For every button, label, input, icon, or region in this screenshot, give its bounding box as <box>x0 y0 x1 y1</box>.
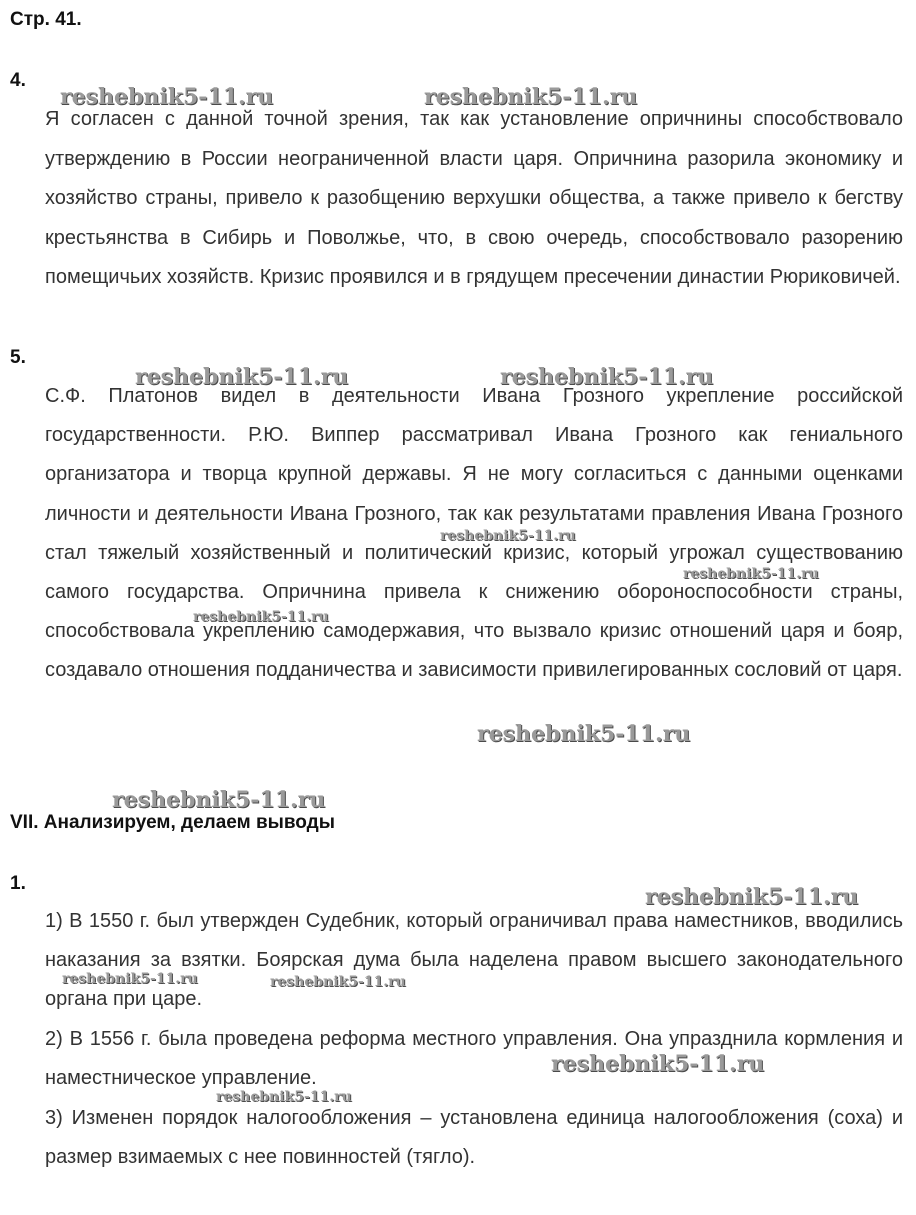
watermark: reshebnik5-11.ru <box>551 1051 765 1077</box>
watermark: reshebnik5-11.ru <box>112 787 326 813</box>
watermark: reshebnik5-11.ru <box>683 566 819 582</box>
watermark: reshebnik5-11.ru <box>645 884 859 910</box>
question-number: 4. <box>10 70 26 91</box>
list-item: 3) Изменен порядок налогообложения – установлена единица налогообложения (соха) и размер взимаемых с нее повинностей (тягло). <box>45 1107 903 1168</box>
page-title: Стр. 41. <box>10 9 82 30</box>
question-number: 5. <box>10 347 26 368</box>
list-item: 1) В 1550 г. был утвержден Судебник, который ограничивал права наместников, вводились наказания за взятки. Боярская дума была наделена правом высшего законодательного органа при царе. <box>45 910 903 1010</box>
watermark: reshebnik5-11.ru <box>424 84 638 110</box>
answer-paragraph: С.Ф. Платонов видел в деятельности Ивана Грозного укрепление российской государственности. Р.Ю. Виппер рассматривал Ивана Грозного как гениального организатора и творца крупной державы. Я не могу согласиться с данными оценками личности и деятельности Ивана Грозного, так как результатами правления Ивана Грозного стал тяжелый хозяйственный и политический кризис, который угрожал существованию самого государства. Опричнина привела к снижению обороноспособности страны, способствовала укреплению самодержавия, что вызвало кризис отношений царя и бояр, создавало отношения подданичества и зависимости привилегированных сословий от царя. <box>45 385 903 682</box>
question-number: 1. <box>10 873 26 894</box>
watermark: reshebnik5-11.ru <box>477 721 691 747</box>
list-item: 2) В 1556 г. была проведена реформа местного управления. Она упразднила кормления и наместническое управление. <box>45 1028 903 1089</box>
watermark: reshebnik5-11.ru <box>500 364 714 390</box>
answer-paragraph: Я согласен с данной точной зрения, так как установление опричнины способствовало утверждению в России неограниченной власти царя. Опричнина разорила экономику и хозяйство страны, привело к разобщению верхушки общества, а также привело к бегству крестьянства в Сибирь и Поволжье, что, в свою очередь, способствовало разорению помещичьих хозяйств. Кризис проявился и в грядущем пресечении династии Рюриковичей. <box>45 108 903 288</box>
watermark: reshebnik5-11.ru <box>216 1089 352 1105</box>
watermark: reshebnik5-11.ru <box>135 364 349 390</box>
watermark: reshebnik5-11.ru <box>60 84 274 110</box>
watermark: reshebnik5-11.ru <box>193 609 329 625</box>
watermark: reshebnik5-11.ru <box>440 528 576 544</box>
watermark: reshebnik5-11.ru <box>62 971 198 987</box>
watermark: reshebnik5-11.ru <box>270 974 406 990</box>
section-title: VII. Анализируем, делаем выводы <box>10 812 335 833</box>
